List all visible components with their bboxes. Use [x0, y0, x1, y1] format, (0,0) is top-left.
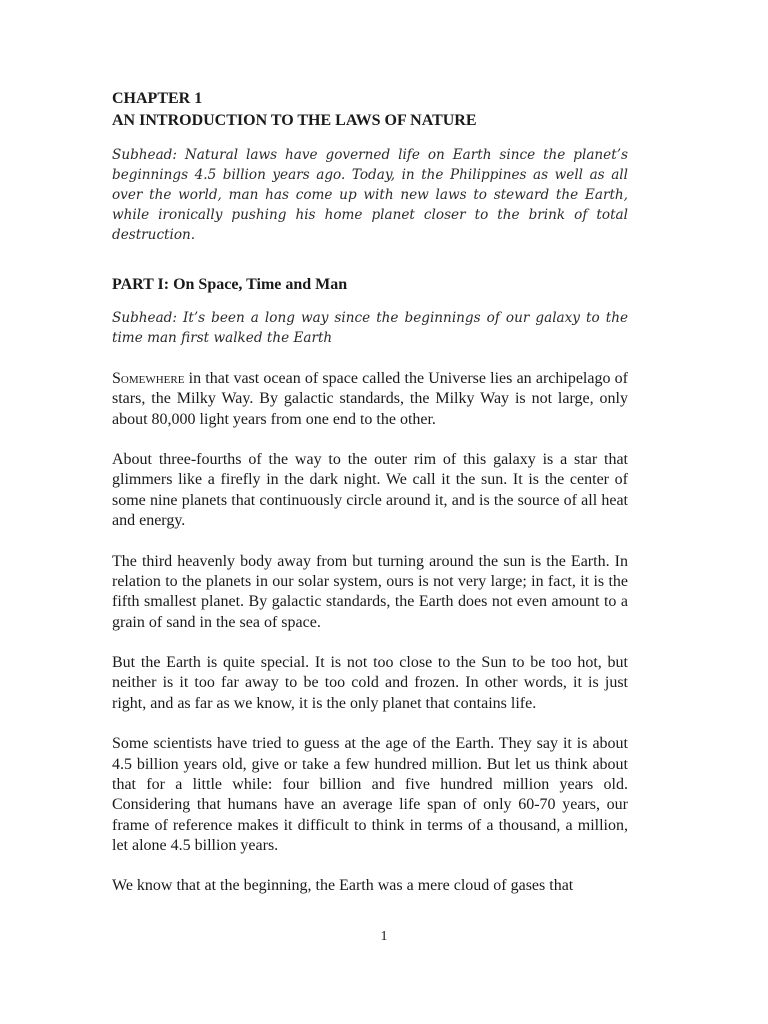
chapter-title: AN INTRODUCTION TO THE LAWS OF NATURE [112, 112, 477, 129]
page-number: 1 [380, 929, 388, 944]
body-paragraph-4: But the Earth is quite special. It is not too close to the Sun to be too hot, but neither is it too far away to be too cold and frozen. In other words, it is just right, and as far as we know, it is the only planet that contains life. [112, 654, 628, 712]
body-paragraph-2: About three-fourths of the way to the outer rim of this galaxy is a star that glimmers like a firefly in the dark night. We call it the sun. It is the center of some nine planets that continuously circle around it, and is the source of all heat and energy. [112, 451, 628, 530]
drop-lead-word: Somewhere [112, 370, 185, 387]
body-paragraph-3: The third heavenly body away from but turning around the sun is the Earth. In relation to the planets in our solar system, ours is not very large; in fact, it is the fifth smallest planet. By galactic standards, the Earth does not even amount to a grain of sand in the sea of space. [112, 552, 628, 631]
body-paragraph-6: We know that at the beginning, the Earth was a mere cloud of gases that [112, 877, 574, 895]
chapter-number: CHAPTER 1 [112, 90, 203, 107]
chapter-subhead: Subhead: Natural laws have governed life on Earth since the planet’s beginnings 4.5 billion years ago. Today, in the Philippines as well as all over the world, man has come up with new laws to steward the Earth, while ironically pushing his home planet closer to the brink of total destruction. [112, 147, 628, 243]
body-paragraph-1-text: in that vast ocean of space called the Universe lies an archipelago of stars, the Milky Way. By galactic standards, the Milky Way is not large, only about 80,000 light years from one end to the other. [112, 370, 628, 428]
part-title: PART I: On Space, Time and Man [112, 276, 348, 293]
page-content [112, 88, 628, 897]
body-paragraph-5: Some scientists have tried to guess at the age of the Earth. They say it is about 4.5 billion years old, give or take a few hundred million. But let us think about that for a little while: four billion and five hundred million years old. Considering that humans have an average life span of only 60-70 years, our frame of reference makes it difficult to think in terms of a thousand, a million, let alone 4.5 billion years. [112, 735, 628, 854]
part-subhead: Subhead: It’s been a long way since the beginnings of our galaxy to the time man first walked the Earth [112, 310, 628, 346]
body-paragraph-1 [112, 369, 628, 430]
